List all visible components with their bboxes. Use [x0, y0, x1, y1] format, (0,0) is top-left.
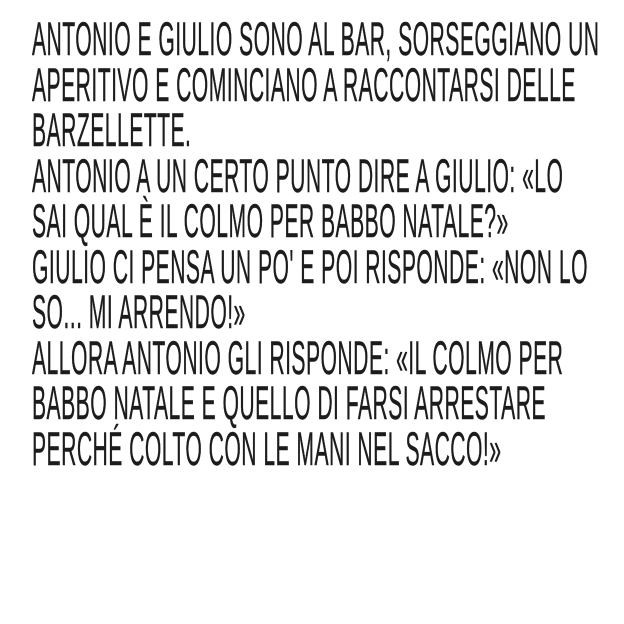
joke-text-line: ALLORA ANTONIO GLI RISPONDE: «IL COLMO PER — [32, 330, 564, 384]
joke-text-line: APERITIVO E COMINCIANO A RACCONTARSI DELLE — [32, 57, 576, 111]
joke-text-block — [32, 12, 624, 475]
joke-text-line: PERCHÉ COLTO CON LE MANI NEL SACCO!» — [32, 421, 502, 475]
joke-text-line: SAI QUAL È IL COLMO PER BABBO NATALE?» — [32, 194, 509, 247]
joke-text-line: BARZELLETTE. — [32, 103, 192, 156]
joke-text-line: ANTONIO A UN CERTO PUNTO DIRE A GIULIO: «LO — [32, 148, 564, 202]
joke-text-line: BABBO NATALE E QUELLO DI FARSI ARRESTARE — [32, 376, 546, 429]
joke-text-line: ANTONIO E GIULIO SONO AL BAR, SORSEGGIANO UN — [32, 12, 600, 65]
joke-text-line: GIULIO CI PENSA UN PO' E POI RISPONDE: «NON LO — [32, 239, 588, 293]
joke-text-line: SO... MI ARRENDO!» — [32, 285, 246, 338]
